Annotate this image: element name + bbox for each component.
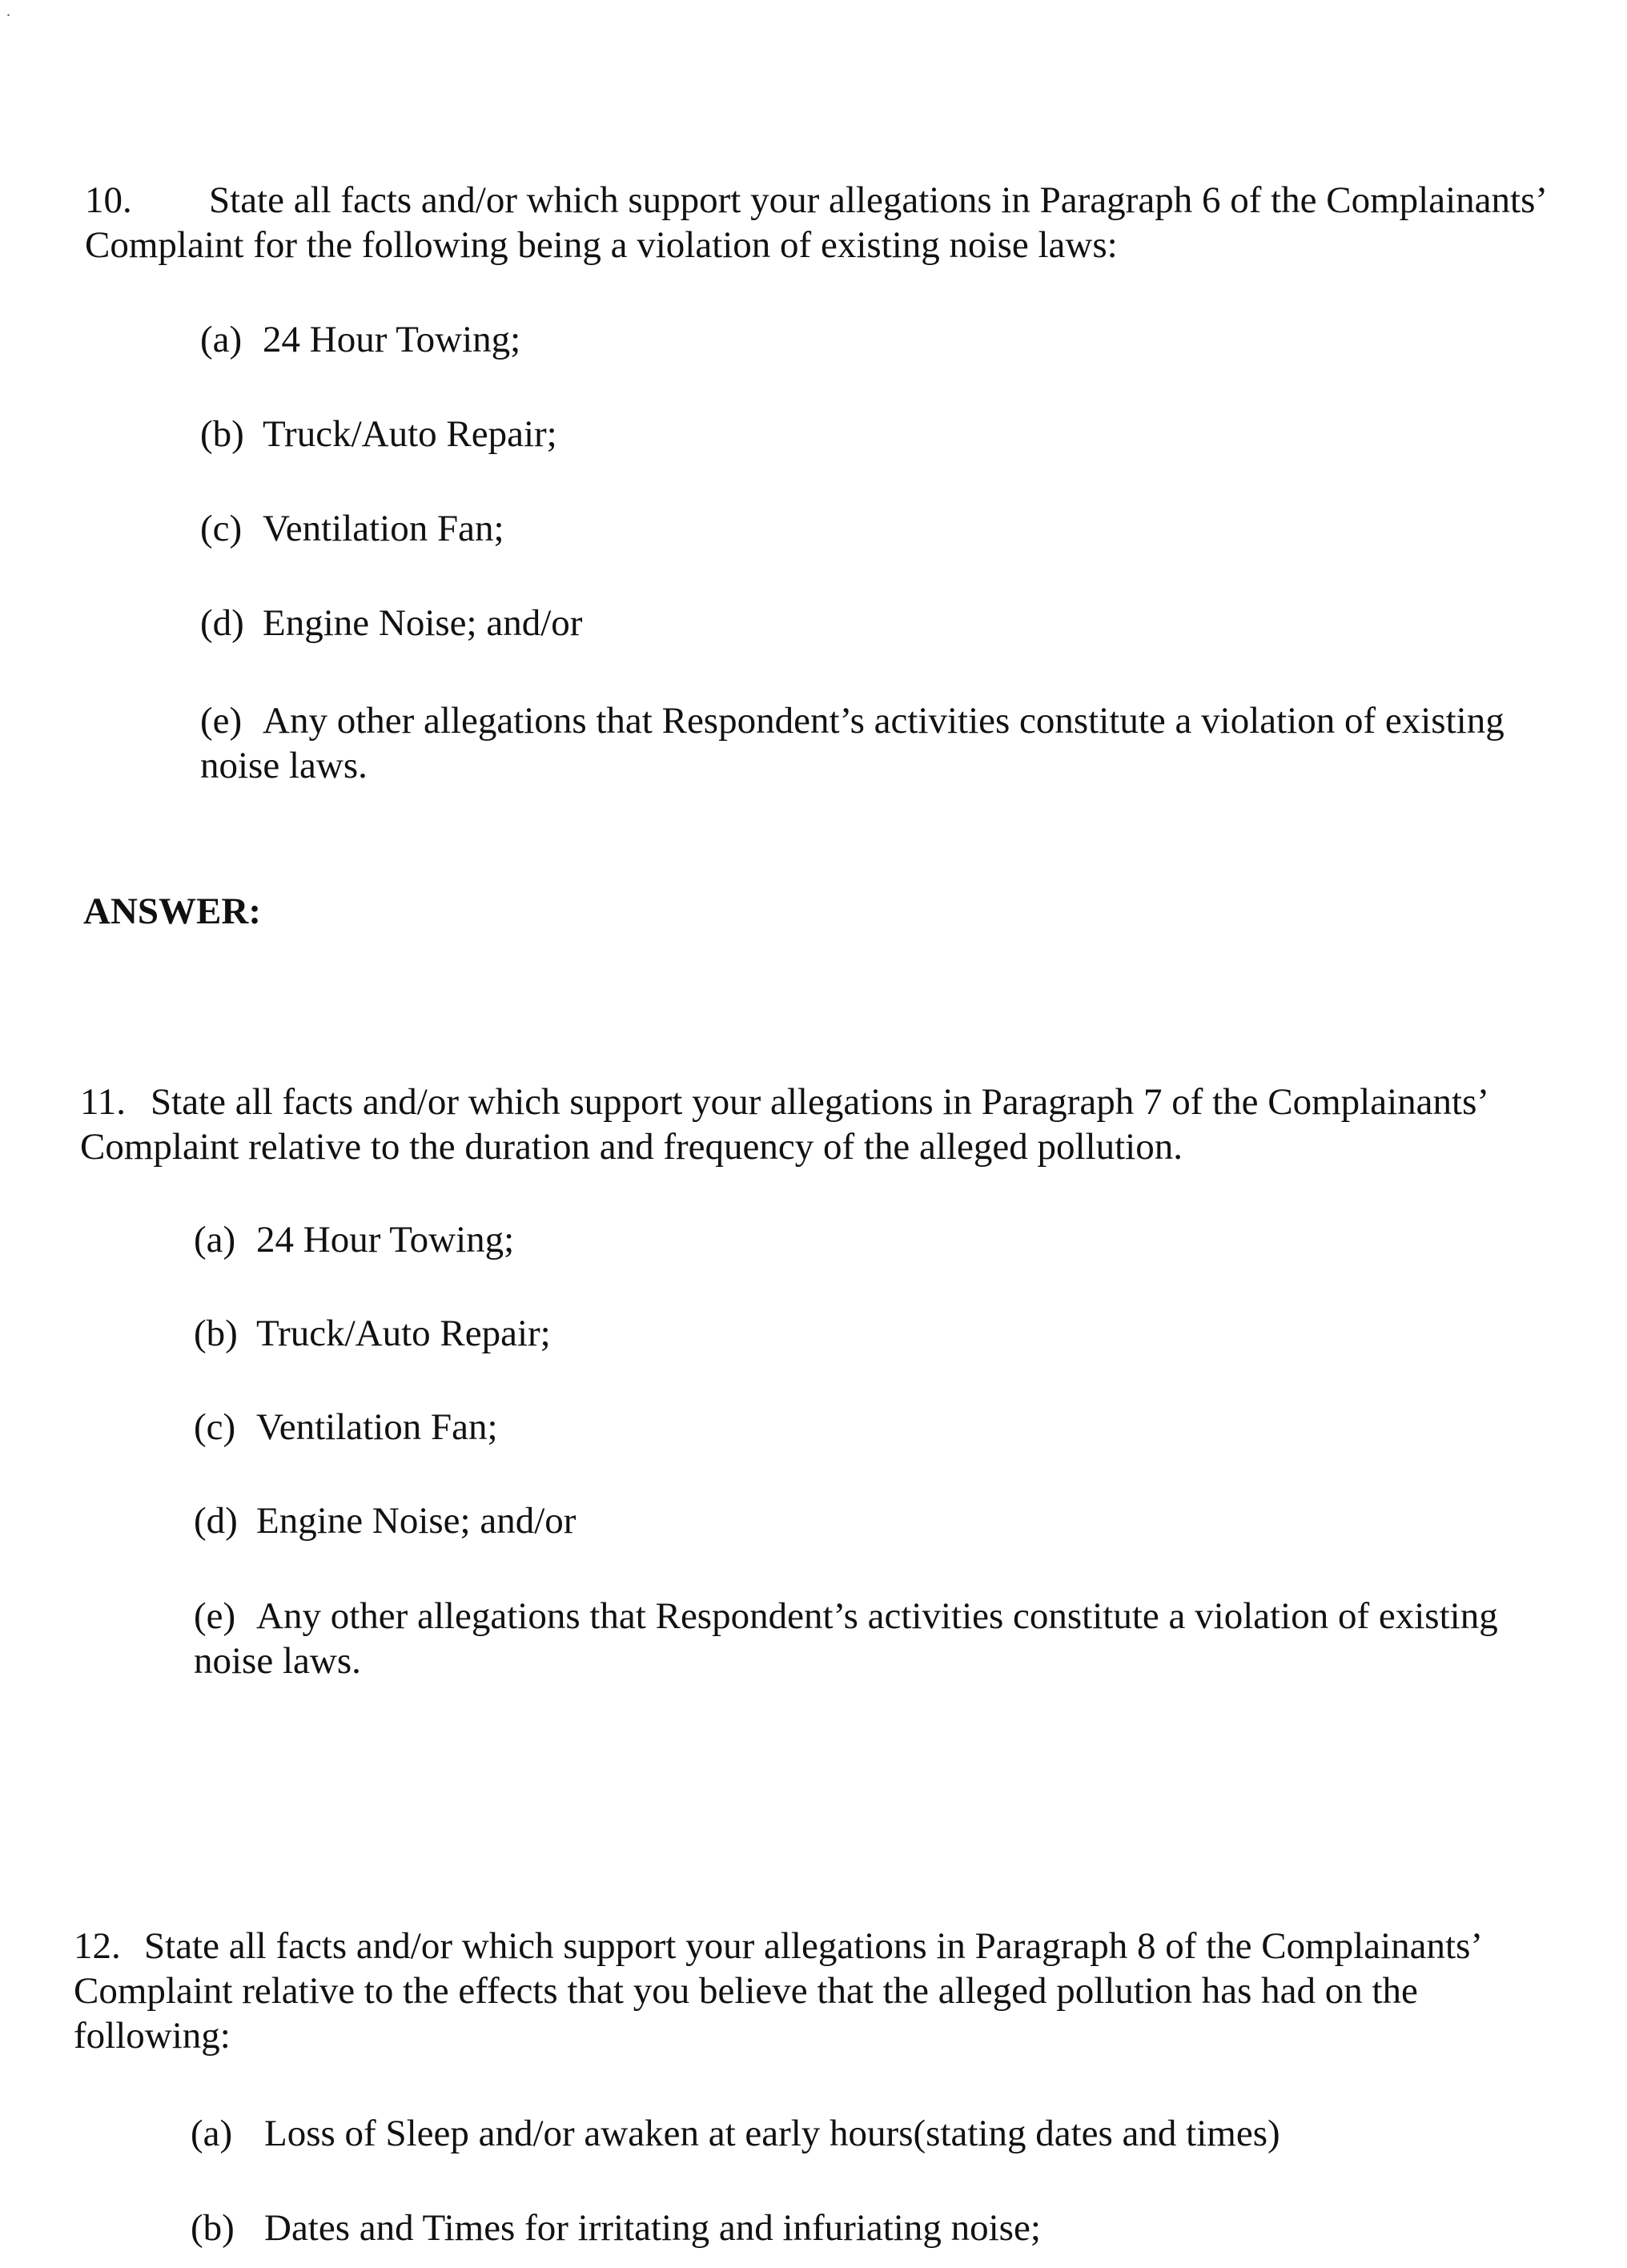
q12-item-a-label: (a) [191,2113,233,2154]
q10-line-1 [85,178,1548,223]
q11-item-c [194,1405,498,1450]
q10-item-b [200,412,557,456]
q10-text-line-1: State all facts and/or which support your allegations in Paragraph 6 of the Complainants’ [209,179,1549,221]
q10-item-e-text: Any other allegations that Respondent’s activities constitute a violation of existing [263,700,1504,742]
q12-text-line-3: following: [74,2015,231,2057]
q10-item-c-text: Ventilation Fan; [263,508,504,549]
q11-item-a [194,1217,514,1262]
q10-item-a [200,317,520,362]
q10-item-e [200,698,1504,743]
q11-text-line-2: Complaint relative to the duration and frequency of the alleged pollution. [80,1126,1183,1168]
q12-number: 12. [74,1925,121,1967]
q12-item-a-text: Loss of Sleep and/or awaken at early hours(stating dates and times) [264,2113,1280,2154]
q10-item-c-label: (c) [200,508,243,549]
q12-text-line-2: Complaint relative to the effects that you believe that the alleged pollution has had on the [74,1970,1418,2012]
q10-item-b-text: Truck/Auto Repair; [263,413,557,455]
q11-item-c-text: Ventilation Fan; [256,1406,498,1448]
q11-item-d-label: (d) [194,1500,238,1542]
q11-item-e-label: (e) [194,1595,236,1637]
q11-item-a-text: 24 Hour Towing; [256,1219,515,1261]
q10-item-c [200,506,504,551]
q11-item-e-continuation: noise laws. [194,1640,361,1682]
q10-text-line-2: Complaint for the following being a violation of existing noise laws: [85,224,1118,266]
q11-item-b-text: Truck/Auto Repair; [256,1313,551,1354]
q11-text-line-1: State all facts and/or which support your allegations in Paragraph 7 of the Complainants’ [151,1081,1490,1123]
q10-item-d-text: Engine Noise; and/or [263,602,583,644]
q12-item-b [191,2206,1041,2250]
q11-item-e [194,1594,1498,1639]
q12-text-line-1: State all facts and/or which support your allegations in Paragraph 8 of the Complainants’ [144,1925,1484,1967]
q11-item-d [194,1498,576,1543]
q12-item-b-label: (b) [191,2207,235,2249]
q11-item-e-text: Any other allegations that Respondent’s activities constitute a violation of existing [256,1595,1498,1637]
q10-item-a-label: (a) [200,319,243,360]
q10-item-e-continuation: noise laws. [200,745,368,786]
q10-item-d-label: (d) [200,602,244,644]
q10-number: 10. [85,179,132,221]
q12-line-1 [74,1924,1483,1968]
q10-item-a-text: 24 Hour Towing; [263,319,521,360]
q11-item-c-label: (c) [194,1406,236,1448]
scan-mark: . [6,2,10,20]
q11-item-b [194,1311,551,1356]
q11-item-d-text: Engine Noise; and/or [256,1500,576,1542]
q10-item-b-label: (b) [200,413,244,455]
q10-item-d [200,601,582,645]
q11-number: 11. [80,1081,127,1123]
answer-label: ANSWER: [83,891,261,932]
q12-item-a [191,2111,1280,2156]
q11-item-b-label: (b) [194,1313,238,1354]
q12-item-b-text: Dates and Times for irritating and infuriating noise; [264,2207,1041,2249]
q11-item-a-label: (a) [194,1219,236,1261]
q10-item-e-label: (e) [200,700,243,742]
q11-line-1 [80,1080,1489,1124]
